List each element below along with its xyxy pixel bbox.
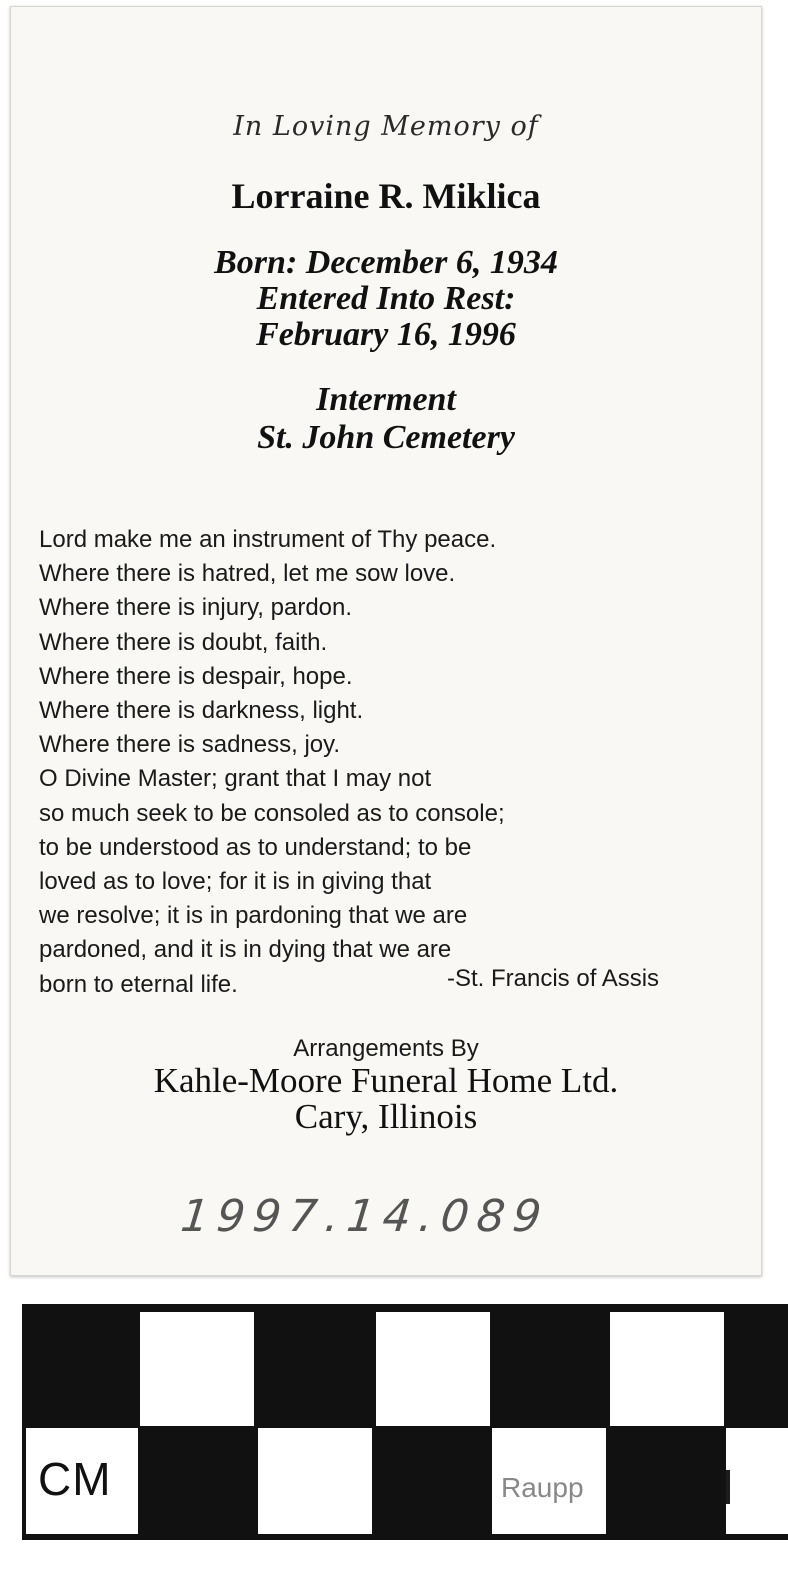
interment-block: [11, 381, 761, 457]
prayer-line: we resolve; it is in pardoning that we are: [39, 902, 468, 930]
prayer-line: to be understood as to understand; to be: [39, 833, 472, 861]
born-date: Born: December 6, 1934: [214, 244, 558, 281]
prayer-line: Where there is injury, pardon.: [39, 594, 353, 622]
prayer-line: Where there is despair, hope.: [39, 662, 353, 690]
prayer-line: born to eternal life.: [39, 970, 238, 998]
scale-square: [376, 1312, 490, 1426]
prayer-attribution: -St. Francis of Assis: [447, 965, 660, 992]
prayer-line: pardoned, and it is in dying that we are: [39, 936, 452, 964]
prayer-line: Lord make me an instrument of Thy peace.: [39, 526, 497, 553]
arrangements-label: Arrangements By: [293, 1035, 479, 1062]
scale-square: [726, 1428, 788, 1534]
scale-square: [258, 1428, 372, 1534]
funeral-home-name: Kahle-Moore Funeral Home Ltd.: [153, 1061, 619, 1100]
scale-unit-label: CM: [38, 1453, 112, 1505]
scale-square: [140, 1312, 254, 1426]
centimeter-scale-bar: [22, 1304, 788, 1540]
prayer-line: Where there is darkness, light.: [39, 697, 364, 725]
death-date: February 16, 1996: [256, 316, 516, 353]
funeral-home-location: Cary, Illinois: [294, 1097, 478, 1136]
watermark-fade: [610, 1470, 730, 1504]
prayer-line: so much seek to be consoled as to console;: [39, 799, 505, 827]
in-loving-memory-heading: In Loving Memory of: [233, 111, 539, 142]
entered-into-rest-label: Entered Into Rest:: [256, 280, 516, 317]
prayer-line: Where there is sadness, joy.: [39, 731, 341, 759]
scale-square: [610, 1312, 724, 1426]
prayer-text: [39, 523, 739, 1002]
prayer-line: O Divine Master; grant that I may not: [39, 765, 432, 793]
dates-block: [11, 245, 761, 353]
prayer-line: Where there is doubt, faith.: [39, 628, 328, 656]
deceased-name: Lorraine R. Miklica: [231, 176, 541, 216]
memorial-card: [10, 6, 762, 1276]
handwritten-catalog-number: 1997.14.089: [178, 1191, 552, 1242]
prayer-line: Where there is hatred, let me sow love.: [39, 560, 456, 588]
photo-credit-watermark: Raupp: [501, 1472, 584, 1503]
prayer-line: loved as to love; for it is in giving that: [39, 868, 432, 896]
interment-label: Interment: [316, 381, 456, 418]
cemetery-name: St. John Cemetery: [257, 419, 515, 456]
